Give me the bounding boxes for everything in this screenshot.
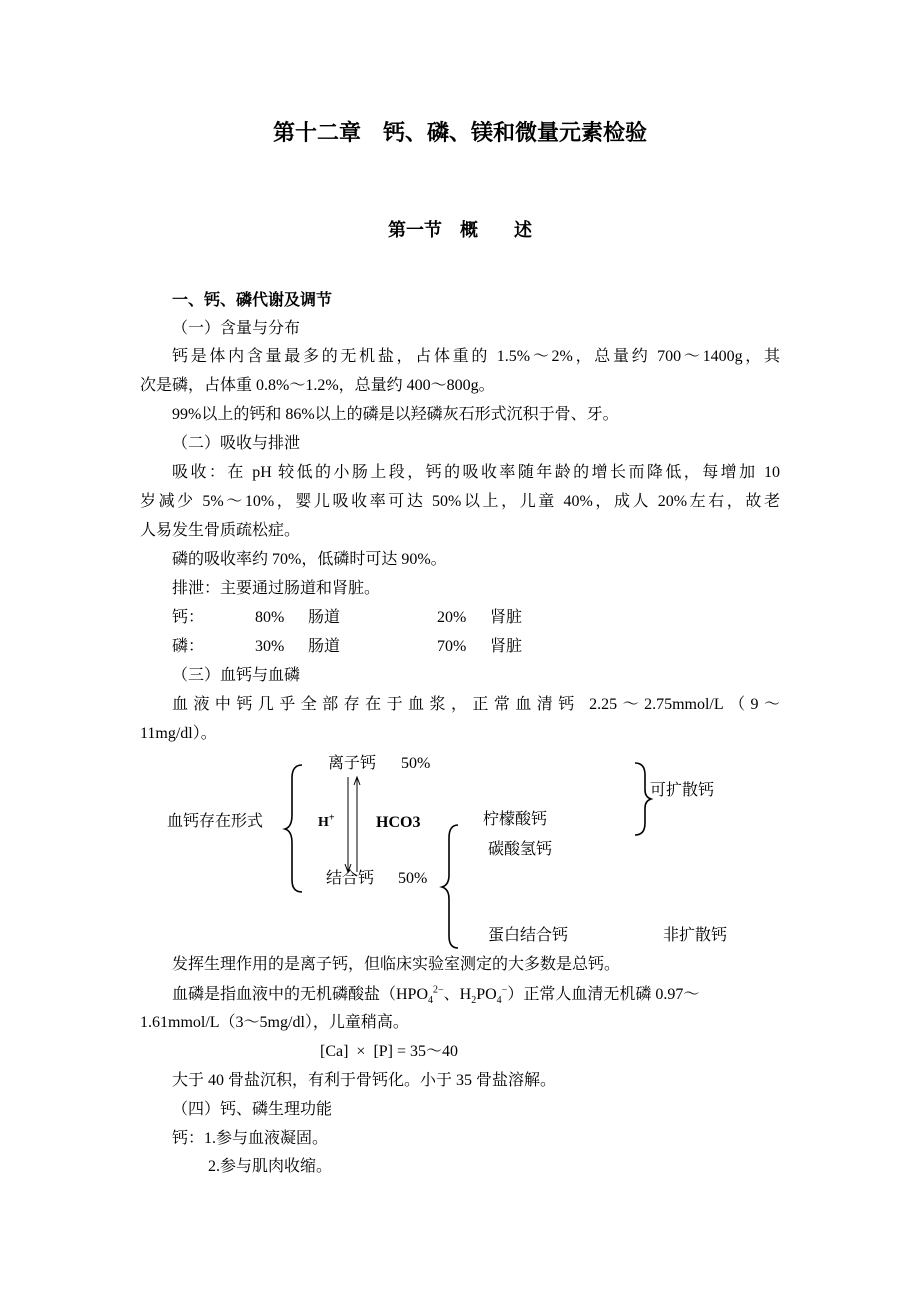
paragraph: 11mg/dl）。: [140, 725, 217, 742]
sub-brace: [442, 825, 458, 948]
citrate-calcium: 柠檬酸钙: [483, 811, 548, 828]
paragraph: 99%以上的钙和 86%以上的磷是以羟磷灰石形式沉积于骨、牙。: [172, 406, 619, 423]
percent: 30%: [255, 638, 285, 655]
bound-calcium: 结合钙: [326, 870, 375, 887]
paragraph: 血磷是指血液中的无机磷酸盐（$HPO_4^{2-}$、$H_2PO_4^-$）正常人血清无机磷 0.97～: [172, 984, 700, 1007]
right-brace: [635, 763, 651, 835]
formula: [Ca] × [P] = 35～40: [320, 1043, 459, 1060]
ionic-calcium: 离子钙: [328, 755, 377, 772]
percent: 50%: [398, 870, 428, 887]
paragraph: 钙是体内含量最多的无机盐，占体重的 1.5%～2%，总量约 700～1400g，其: [172, 348, 780, 365]
subheading: （三）血钙与血磷: [172, 667, 301, 684]
list-item: 钙：1.参与血液凝固。: [172, 1130, 329, 1147]
paragraph: 排泄：主要通过肠道和肾脏。: [172, 580, 381, 597]
paragraph: 1.61mmol/L（3～5mg/dl），儿童稍高。: [140, 1014, 409, 1031]
subheading: （一）含量与分布: [172, 320, 301, 337]
element-label: 钙：: [172, 609, 205, 626]
list-item: 2.参与肌肉收缩。: [208, 1158, 333, 1175]
chapter-title: 第十二章 钙、磷、镁和微量元素检验: [272, 121, 647, 146]
paragraph: 磷的吸收率约 70%，低磷时可达 90%。: [172, 551, 447, 568]
paragraph: 吸收：在 pH 较低的小肠上段，钙的吸收率随年龄的增长而降低，每增加 10: [172, 464, 780, 481]
paragraph: 次是磷，占体重 0.8%～1.2%，总量约 400～800g。: [140, 377, 495, 394]
bicarbonate-calcium: 碳酸氢钙: [488, 841, 553, 858]
heading: 一、钙、磷代谢及调节: [172, 290, 333, 309]
hco3-label: HCO3: [376, 814, 421, 831]
h-ion: H+: [318, 812, 335, 830]
percent: 70%: [437, 638, 467, 655]
organ: 肠道: [308, 609, 341, 626]
section-title: 第一节 概 述: [388, 220, 532, 241]
percent: 80%: [255, 609, 285, 626]
diffusible-label: 可扩散钙: [650, 782, 715, 799]
organ: 肠道: [308, 638, 341, 655]
element-label: 磷：: [172, 638, 205, 655]
organ: 肾脏: [490, 638, 523, 655]
left-brace: [285, 765, 302, 892]
organ: 肾脏: [490, 609, 523, 626]
paragraph: 发挥生理作用的是离子钙，但临床实验室测定的大多数是总钙。: [172, 956, 621, 973]
nondiffusible-label: 非扩散钙: [663, 927, 728, 944]
paragraph: 血液中钙几乎全部存在于血浆，正常血清钙 2.25～2.75mmol/L（9～: [172, 696, 780, 713]
subheading: （二）吸收与排泄: [172, 435, 301, 452]
diagram-root-label: 血钙存在形式: [167, 813, 264, 830]
subheading: （四）钙、磷生理功能: [172, 1101, 333, 1118]
paragraph: 岁减少 5%～10%，婴儿吸收率可达 50%以上，儿童 40%，成人 20%左右，故老: [140, 493, 780, 510]
paragraph: 人易发生骨质疏松症。: [140, 522, 301, 539]
percent: 50%: [401, 755, 431, 772]
protein-bound-calcium: 蛋白结合钙: [488, 927, 569, 944]
percent: 20%: [437, 609, 467, 626]
paragraph: 大于 40 骨盐沉积，有利于骨钙化。小于 35 骨盐溶解。: [172, 1072, 557, 1089]
